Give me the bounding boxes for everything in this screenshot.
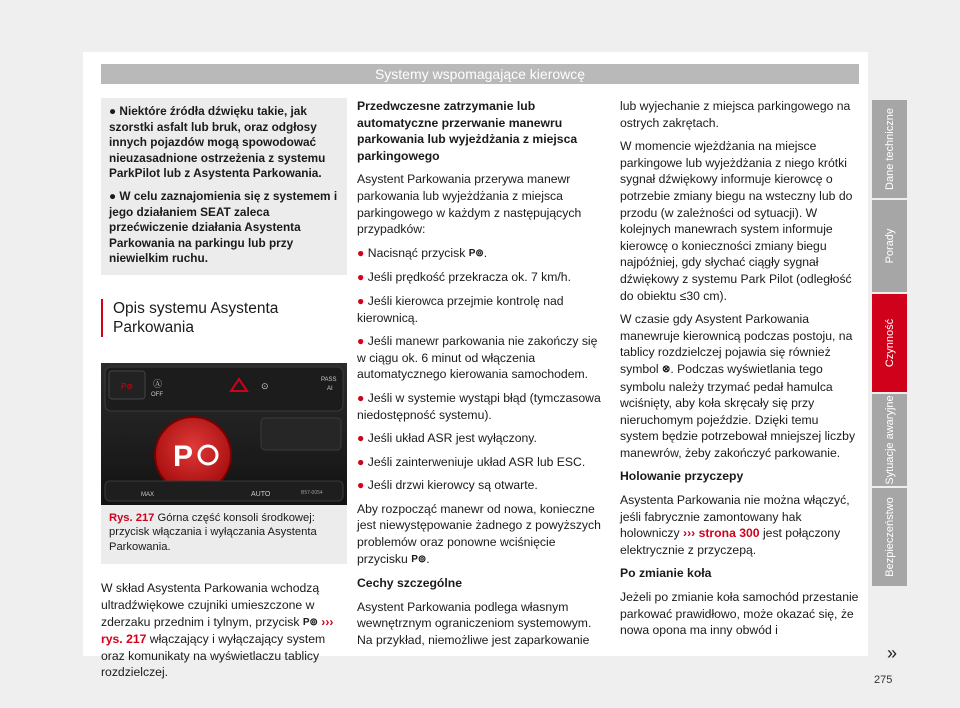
figure-code: B57-0054 <box>301 489 323 496</box>
max-label: MAX <box>141 491 155 498</box>
svg-text:P: P <box>173 439 194 473</box>
special-paragraph: Asystent Parkowania podlega własnym wewnętrznym ograniczeniom systemowym. Na przykład, niemożliwe jest zaparkowanie <box>357 599 592 648</box>
wheel-change-paragraph: Jeżeli po zmianie koła samochód przestanie parkować prawidłowo, może okazać się, że nowa opona ma inny obwód i <box>620 590 859 638</box>
tab-operation[interactable]: Czynność <box>872 294 907 392</box>
page-header: Systemy wspomagające kierowcę <box>101 64 859 84</box>
auto-label: AUTO <box>251 490 271 498</box>
list-item: ● Jeśli w systemie wystąpi błąd (tymczasowa niedostępność systemu). <box>357 390 601 422</box>
reference-arrow: ››› <box>683 526 696 541</box>
column-1 <box>101 98 347 688</box>
column-3 <box>620 98 860 646</box>
tab-emergencies[interactable]: Sytuacje awaryjne <box>872 394 907 486</box>
bullet-icon: ● <box>357 293 365 308</box>
bullet-icon: ● <box>357 454 365 469</box>
bullet-icon: ● <box>357 390 365 405</box>
heading-wheel-change: Po zmianie koła <box>620 566 712 581</box>
svg-text:P⊚: P⊚ <box>121 381 134 391</box>
restart-paragraph: Aby rozpocząć manewr od nowa, konieczne jest niewystępowanie żadnego z powyższych problemów oraz ponowne wciśnięcie przycisku P⊚. <box>357 501 602 568</box>
figure-caption: Rys. 217 Górna część konsoli środkowej: przycisk włączania i wyłączania Asystenta Parkowania. <box>109 511 317 553</box>
tab-technical-data[interactable]: Dane techniczne <box>872 100 907 198</box>
pass-label: PASS <box>321 376 337 383</box>
list-item: ● Jeśli zainterweniuje układ ASR lub ESC. <box>357 454 586 469</box>
list-item: ● Jeśli manewr parkowania nie zakończy się w ciągu ok. 6 minut od włączenia automatycznego kierowania samochodem. <box>357 334 598 382</box>
warning-item: ● W celu zaznajomienia się z systemem i jego działaniem SEAT zaleca przećwiczenie działania Asystenta Parkowania na parkingu lub przy niewielkim ruchu. <box>109 188 338 266</box>
bullet-icon: ● <box>357 245 365 260</box>
console-photo <box>101 363 347 505</box>
heading-special: Cechy szczególne <box>357 576 462 591</box>
system-paragraph: W skład Asystenta Parkowania wchodzą ultradźwiękowe czujniki umieszczone w zderzaku przednim i tylnym, przycisk P⊚ ››› rys. 217 włączający i wyłączający system oraz komunikaty na wyświetlaczu tablicy rozdzielczej. <box>101 581 334 680</box>
list-item: ● Nacisnąć przycisk P⊚. <box>357 245 602 263</box>
list-item: ● Jeśli prędkość przekracza ok. 7 km/h. <box>357 270 571 285</box>
figure-217 <box>101 363 347 565</box>
bullet-icon: ● <box>109 104 117 118</box>
list-item: ● Jeśli kierowca przejmie kontrolę nad kierownicą. <box>357 293 564 325</box>
park-button-icon: P⊚ <box>411 553 427 565</box>
tab-safety[interactable]: Bezpieczeństwo <box>872 488 907 586</box>
park-button-icon: P⊚ <box>302 616 318 628</box>
list-item: ● Jeśli drzwi kierowcy są otwarte. <box>357 478 538 493</box>
reference-arrow: ››› <box>321 614 334 629</box>
bullet-icon: ● <box>357 431 365 446</box>
bullet-icon: ● <box>357 334 365 349</box>
gear-change-paragraph: W momencie wjeżdżania na miejsce parkingowe lub wyjeżdżania z niego krótki sygnał dźwiękowy informuje kierowcę o potrzebie zmiany biegu na wsteczny lub do przodu (w zależności od sytuacji). W kolejnych manewrach system informuje kierowcę o konieczności zmiany biegu najpóźniej, gdy słychać ciągły sygnał dźwiękowy z systemu Park Pilot (odległość do obiektu ≤30 cm). <box>620 139 853 303</box>
steering-warning-icon: ⊗ <box>662 363 671 375</box>
pass-label-2: AI <box>327 385 333 392</box>
list-item: ● Jeśli układ ASR jest wyłączony. <box>357 431 537 446</box>
interruption-intro: Asystent Parkowania przerywa manewr parkowania lub wyjeżdżania z miejsca parkingowego w każdym z następujących przypadków: <box>357 172 582 237</box>
bullet-icon: ● <box>357 478 365 493</box>
svg-text:Ⓐ: Ⓐ <box>153 378 163 389</box>
steering-symbol-paragraph: W czasie gdy Asystent Parkowania manewruje kierownicą podczas postoju, na tablicy rozdzielczej pojawia się również symbol ⊗. Podczas wyświetlania tego symbolu należy trzymać pedał hamulca wciśnięty, aby koła skręcały się przy nieruchomym pojeździe. Dzięki temu system będzie potrzebował mniejszej liczby manewrów, żeby zakończyć parkowanie. <box>620 312 856 460</box>
heading-towing: Holowanie przyczepy <box>620 469 744 484</box>
heading-interruption: Przedwczesne zatrzymanie lub automatyczne przerwanie manewru parkowania lub wyjeżdżania z miejsca parkingowego <box>357 99 578 163</box>
svg-text:⊙: ⊙ <box>261 380 269 391</box>
page-reference-link[interactable]: strona 300 <box>698 526 760 541</box>
continue-arrow-icon: » <box>887 643 898 663</box>
column-2 <box>357 98 602 656</box>
warning-box <box>101 98 347 275</box>
towing-paragraph: Asystenta Parkowania nie można włączyć, jeśli fabrycznie zamontowany hak holowniczy ››› strona 300 jest połączony elektrycznie z przyczepą. <box>620 493 850 557</box>
continued-paragraph: lub wyjechanie z miejsca parkingowego na ostrych zakrętach. <box>620 99 851 130</box>
figure-reference-link[interactable]: rys. 217 <box>101 632 147 647</box>
tab-tips[interactable]: Porady <box>872 200 907 292</box>
bullet-icon: ● <box>109 188 117 203</box>
park-button-icon: P⊚ <box>468 247 484 259</box>
page-number: 275 <box>874 674 893 686</box>
off-label: OFF <box>151 391 163 398</box>
bullet-icon: ● <box>357 270 365 285</box>
section-title: Opis systemu Asystenta Parkowania <box>101 299 347 337</box>
warning-item: ● Niektóre źródła dźwięku takie, jak szorstki asfalt lub bruk, oraz odgłosy innych pojazdów mogą spowodować nieuzasadnione ostrzeżenia z systemu ParkPilot lub z Asystenta Parkowania. <box>109 104 326 181</box>
figure-label: Rys. 217 <box>109 511 155 524</box>
